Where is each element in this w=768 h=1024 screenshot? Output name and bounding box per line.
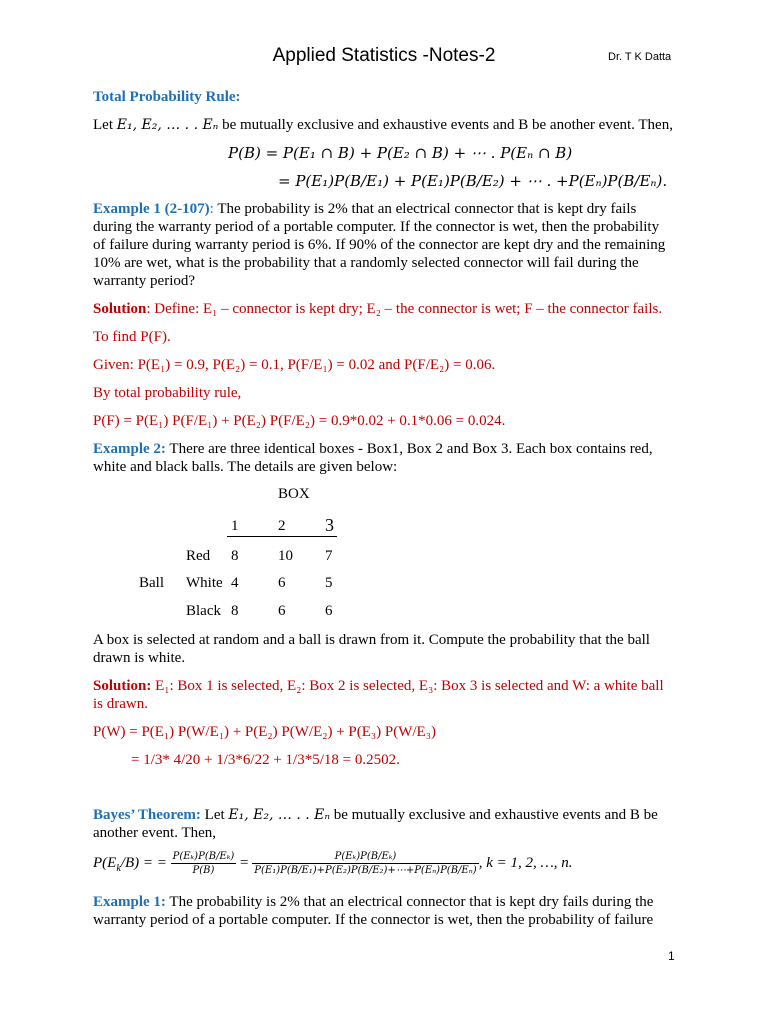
table-cell: 6	[278, 603, 286, 619]
tpr-equation-1: P(B) = P(E₁ ∩ B) + P(E₂ ∩ B) + ⋯ . P(Eₙ ∩ B)	[228, 144, 573, 162]
example1-text-l4: 10% are wet, what is the probability that a randomly selected connector will fail during the	[93, 255, 639, 271]
example2-question-l1: A box is selected at random and a ball is drawn from it. Compute the probability that the ball	[93, 632, 650, 648]
example2-question-l2: drawn is white.	[93, 650, 186, 666]
bayes-line2: another event. Then,	[93, 825, 217, 841]
page-title: Applied Statistics -Notes-2	[272, 45, 496, 66]
table-header-underline	[227, 536, 337, 537]
solution-label: Solution:	[93, 678, 152, 694]
pw-equation: P(W) = P(E₁) P(W/E₁) + P(E₂) P(W/E₂) + P(E₃) P(W/E₃)	[93, 724, 436, 740]
example1-ref: (2-107)	[164, 201, 210, 217]
bayes-lhs-end: /B) = =	[120, 854, 167, 871]
solution-label: Solution	[93, 301, 147, 317]
bayes-let-suffix: be mutually exclusive and exhaustive events and B be	[333, 807, 658, 823]
fraction-numerator: P(Eₖ)P(B/Eₖ)	[252, 851, 478, 864]
tpr-events: E₁, E₂, … . . Eₙ	[116, 117, 219, 133]
example1-paragraph	[93, 200, 675, 218]
solution-events: E₁: Box 1 is selected, E₂: Box 2 is selected, E₃: Box 3 is selected and W: a white ball	[151, 678, 664, 694]
table-cell: 10	[278, 548, 293, 564]
example1b-label: Example 1:	[93, 894, 166, 910]
fraction-denominator: P(E₁)P(B/E₁)+P(E₂)P(B/E₂)+⋯+P(Eₙ)P(B/Eₙ)	[254, 865, 477, 876]
example1b-paragraph	[93, 893, 675, 911]
example2-solution	[93, 677, 675, 695]
example1-solution	[93, 300, 675, 318]
bayes-lhs: P(E	[93, 854, 117, 871]
author-name: Dr. T K Datta	[608, 51, 672, 63]
bayes-tail: , k = 1, 2, …, n.	[478, 854, 573, 871]
solution-define: : Define: E₁ – connector is kept dry; E₂ – the connector is wet; F – the connector fails.	[146, 301, 663, 317]
example1-result: P(F) = P(E₁) P(F/E₁) + P(E₂) P(F/E₂) = 0.9*0.02 + 0.1*0.06 = 0.024.	[93, 413, 506, 429]
example2-solution-l2: is drawn.	[93, 696, 148, 712]
table-box-header: BOX	[278, 486, 310, 502]
table-row-group-label: Ball	[139, 575, 164, 591]
bayes-intro	[93, 806, 675, 824]
example1-text-l3: of failure during warranty period is 6%. If 90% of the connector are kept dry and the remaining	[93, 237, 666, 253]
tpr-let: Let	[93, 117, 113, 133]
tpr-equation-2: = P(E₁)P(B/E₁) + P(E₁)P(B/E₂) + ⋯ . +P(Eₙ)P(B/Eₙ).	[278, 172, 668, 190]
fraction-numerator: P(Eₖ)P(B/Eₖ)	[172, 851, 235, 862]
by-total-rule: By total probability rule,	[93, 385, 242, 401]
table-cell: 4	[231, 575, 239, 591]
table-col-2: 2	[278, 518, 286, 534]
bayes-formula	[93, 851, 573, 876]
tpr-intro	[93, 116, 675, 134]
table-row-label-white: White	[186, 575, 223, 591]
pw-value: = 1/3* 4/20 + 1/3*6/22 + 1/3*5/18 = 0.2502.	[131, 752, 400, 768]
bayes-let: Let	[204, 807, 225, 823]
page-number: 1	[668, 949, 675, 963]
bayes-fraction-2	[252, 851, 478, 876]
bayes-heading: Bayes’ Theorem:	[93, 807, 201, 823]
bayes-equals: =	[240, 854, 249, 871]
table-cell: 8	[231, 548, 239, 564]
example2-paragraph	[93, 440, 675, 458]
example1b-text-l2: warranty period of a portable computer. If the connector is wet, then the probability of failure	[93, 912, 654, 928]
example1-text-l1: The probability is 2% that an electrical connector that is kept dry fails	[217, 201, 637, 217]
table-cell: 6	[278, 575, 286, 591]
table-cell: 5	[325, 575, 333, 591]
table-col-3: 3	[325, 515, 334, 535]
bayes-events: E₁, E₂, … . . Eₙ	[228, 807, 331, 823]
tpr-let-suffix: be mutually exclusive and exhaustive events and B be another event. Then,	[222, 117, 673, 133]
example2-text-l2: white and black balls. The details are given below:	[93, 459, 398, 475]
table-cell: 8	[231, 603, 239, 619]
example1-text-l5: warranty period?	[93, 273, 196, 289]
to-find: To find P(F).	[93, 329, 171, 345]
table-cell: 6	[325, 603, 333, 619]
table-row-label-red: Red	[186, 548, 211, 564]
table-cell: 7	[325, 548, 333, 564]
tpr-heading: Total Probability Rule:	[93, 89, 241, 105]
example1-colon: :	[209, 201, 214, 217]
bayes-lhs-sub: k	[116, 862, 121, 874]
fraction-denominator: P(B)	[192, 865, 215, 876]
example1-label: Example 1	[93, 201, 161, 217]
given-values: Given: P(E₁) = 0.9, P(E₂) = 0.1, P(F/E₁) = 0.02 and P(F/E₂) = 0.06.	[93, 357, 496, 373]
example2-text-l1: There are three identical boxes - Box1, Box 2 and Box 3. Each box contains red,	[169, 441, 653, 457]
example2-label: Example 2:	[93, 441, 166, 457]
example1b-text-l1: The probability is 2% that an electrical connector that is kept dry fails during the	[169, 894, 654, 910]
bayes-fraction-1	[171, 851, 237, 876]
table-row-label-black: Black	[186, 603, 221, 619]
table-col-1: 1	[231, 518, 239, 534]
example1-text-l2: during the warranty period of a portable computer. If the connector is wet, then the probability	[93, 219, 660, 235]
